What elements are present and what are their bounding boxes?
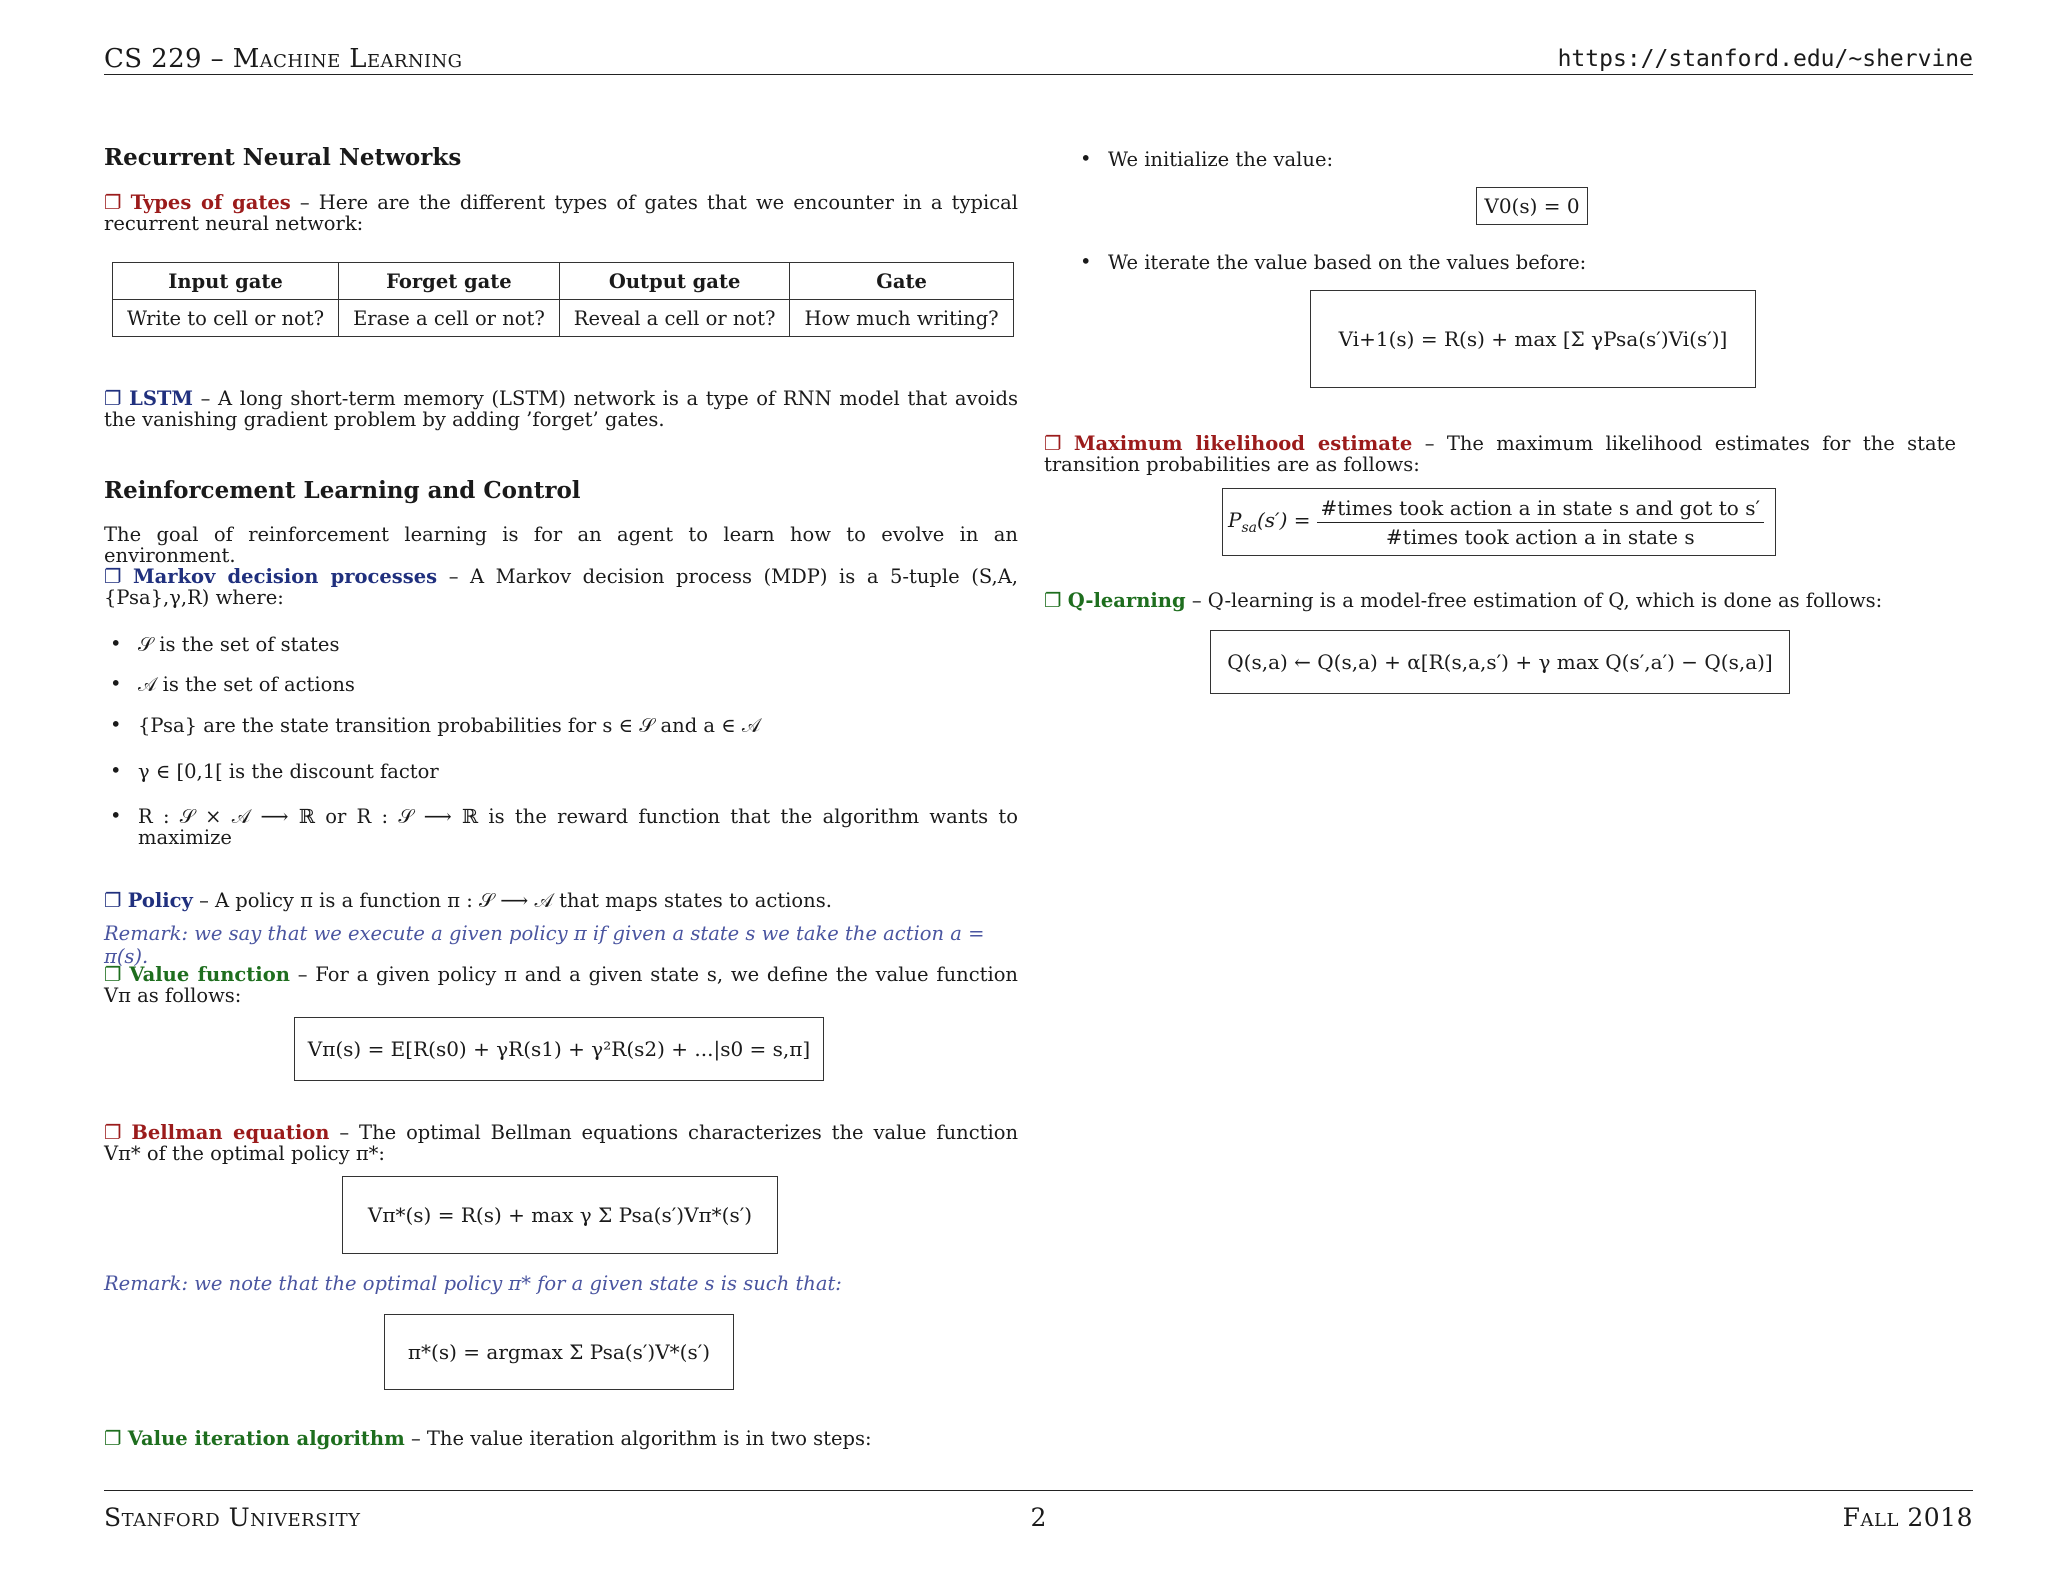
value-function-formula: Vπ(s) = E[R(s0) + γR(s1) + γ²R(s2) + ...|s0 = s,π] <box>294 1017 824 1081</box>
value-function-term: ❐ Value function <box>104 963 290 986</box>
list-item: • 𝒮 is the set of states <box>138 633 339 656</box>
page-number: 2 <box>1030 1503 1047 1532</box>
lstm-text: – A long short-term memory (LSTM) network is a type of RNN model that avoids the vanishing gradient problem by adding ’forget’ gates. <box>104 387 1018 431</box>
table-cell: Erase a cell or not? <box>339 300 560 337</box>
list-item: • {Psa} are the state transition probabilities for s ∈ 𝒮 and a ∈ 𝒜 <box>138 714 760 737</box>
mle-numerator: #times took action a in state s and got to s′ <box>1317 496 1764 523</box>
policy-text: – A policy π is a function π : 𝒮 ⟶ 𝒜 that maps states to actions. <box>199 889 832 912</box>
value-function-text: – For a given policy π and a given state s, we define the value function Vπ as follows: <box>104 963 1018 1007</box>
table-cell: Reveal a cell or not? <box>559 300 790 337</box>
footer-university: Stanford University <box>104 1503 361 1532</box>
list-item: • γ ∈ [0,1[ is the discount factor <box>138 760 439 783</box>
table-header-row <box>113 263 1014 300</box>
vi-iter-formula: Vi+1(s) = R(s) + max [Σ γPsa(s′)Vi(s′)] <box>1310 290 1756 388</box>
table-cell: Write to cell or not? <box>113 300 339 337</box>
table-row <box>113 300 1014 337</box>
rl-intro: The goal of reinforcement learning is for an agent to learn how to evolve in an environment. <box>104 523 1018 567</box>
table-cell: How much writing? <box>790 300 1013 337</box>
types-of-gates-text: – Here are the different types of gates that we encounter in a typical recurrent neural network: <box>104 191 1018 235</box>
lstm-paragraph <box>104 388 1018 430</box>
vi-init-formula: V0(s) = 0 <box>1476 187 1588 225</box>
bellman-remark: Remark: we note that the optimal policy π* for a given state s is such that: <box>104 1272 842 1295</box>
section-title-rl: Reinforcement Learning and Control <box>104 477 581 504</box>
mdp-paragraph <box>104 566 1018 608</box>
page-header <box>104 44 1973 75</box>
optimal-policy-formula: π*(s) = argmax Σ Psa(s′)V*(s′) <box>384 1314 734 1390</box>
section-title-rnn: Recurrent Neural Networks <box>104 144 462 171</box>
q-learning-text: – Q-learning is a model-free estimation of Q, which is done as follows: <box>1191 589 1883 612</box>
lstm-term: ❐ LSTM <box>104 387 193 410</box>
value-iteration-paragraph <box>104 1428 1018 1449</box>
mle-term: ❐ Maximum likelihood estimate <box>1044 432 1413 455</box>
bellman-formula: Vπ*(s) = R(s) + max γ Σ Psa(s′)Vπ*(s′) <box>342 1176 778 1254</box>
list-item: • We iterate the value based on the values before: <box>1108 251 1586 274</box>
value-iteration-text: – The value iteration algorithm is in two steps: <box>410 1427 872 1450</box>
page-footer <box>104 1490 1973 1531</box>
q-learning-paragraph <box>1044 590 1956 611</box>
mdp-term: ❐ Markov decision processes <box>104 565 438 588</box>
table-header-cell: Input gate <box>113 263 339 300</box>
q-learning-formula: Q(s,a) ← Q(s,a) + α[R(s,a,s′) + γ max Q(s′,a′) − Q(s,a)] <box>1210 630 1790 694</box>
value-function-paragraph <box>104 964 1018 1006</box>
bellman-paragraph <box>104 1122 1018 1164</box>
mle-formula: $P_{sa}(s')$ = $\frac{\text{\#times took action a in state s and got to s′}}{\text{\#times took action a in state s}}$ <box>1222 488 1776 556</box>
bellman-term: ❐ Bellman equation <box>104 1121 330 1144</box>
list-item: • 𝒜 is the set of actions <box>138 673 355 696</box>
mle-paragraph <box>1044 433 1956 475</box>
gates-table <box>112 262 1014 337</box>
policy-remark: Remark: we say that we execute a given policy π if given a state s we take the action a = π(s). <box>104 922 985 968</box>
list-item: • R : 𝒮 × 𝒜 ⟶ ℝ or R : 𝒮 ⟶ ℝ is the reward function that the algorithm wants to maximize <box>138 806 1018 848</box>
types-of-gates-term: ❐ Types of gates <box>104 191 291 214</box>
table-header-cell: Forget gate <box>339 263 560 300</box>
list-item: • We initialize the value: <box>1108 148 1333 171</box>
value-iteration-term: ❐ Value iteration algorithm <box>104 1427 405 1450</box>
footer-term: Fall 2018 <box>1842 1503 1973 1532</box>
mle-text: – The maximum likelihood estimates for the state transition probabilities are as follows: <box>1044 432 1957 476</box>
mdp-text: – A Markov decision process (MDP) is a 5-tuple (S,A,{Psa},γ,R) where: <box>104 565 1018 609</box>
policy-paragraph <box>104 890 1018 911</box>
q-learning-term: ❐ Q-learning <box>1044 589 1186 612</box>
policy-term: ❐ Policy <box>104 889 193 912</box>
author-url[interactable]: https://stanford.edu/~shervine <box>1557 46 1973 72</box>
course-title: CS 229 – Machine Learning <box>104 44 463 74</box>
mle-fraction <box>1317 496 1764 549</box>
types-of-gates-paragraph <box>104 192 1018 234</box>
table-header-cell: Gate <box>790 263 1013 300</box>
table-header-cell: Output gate <box>559 263 790 300</box>
bellman-text: – The optimal Bellman equations characterizes the value function Vπ* of the optimal policy π*: <box>104 1121 1019 1165</box>
mle-denominator: #times took action a in state s <box>1385 524 1695 549</box>
